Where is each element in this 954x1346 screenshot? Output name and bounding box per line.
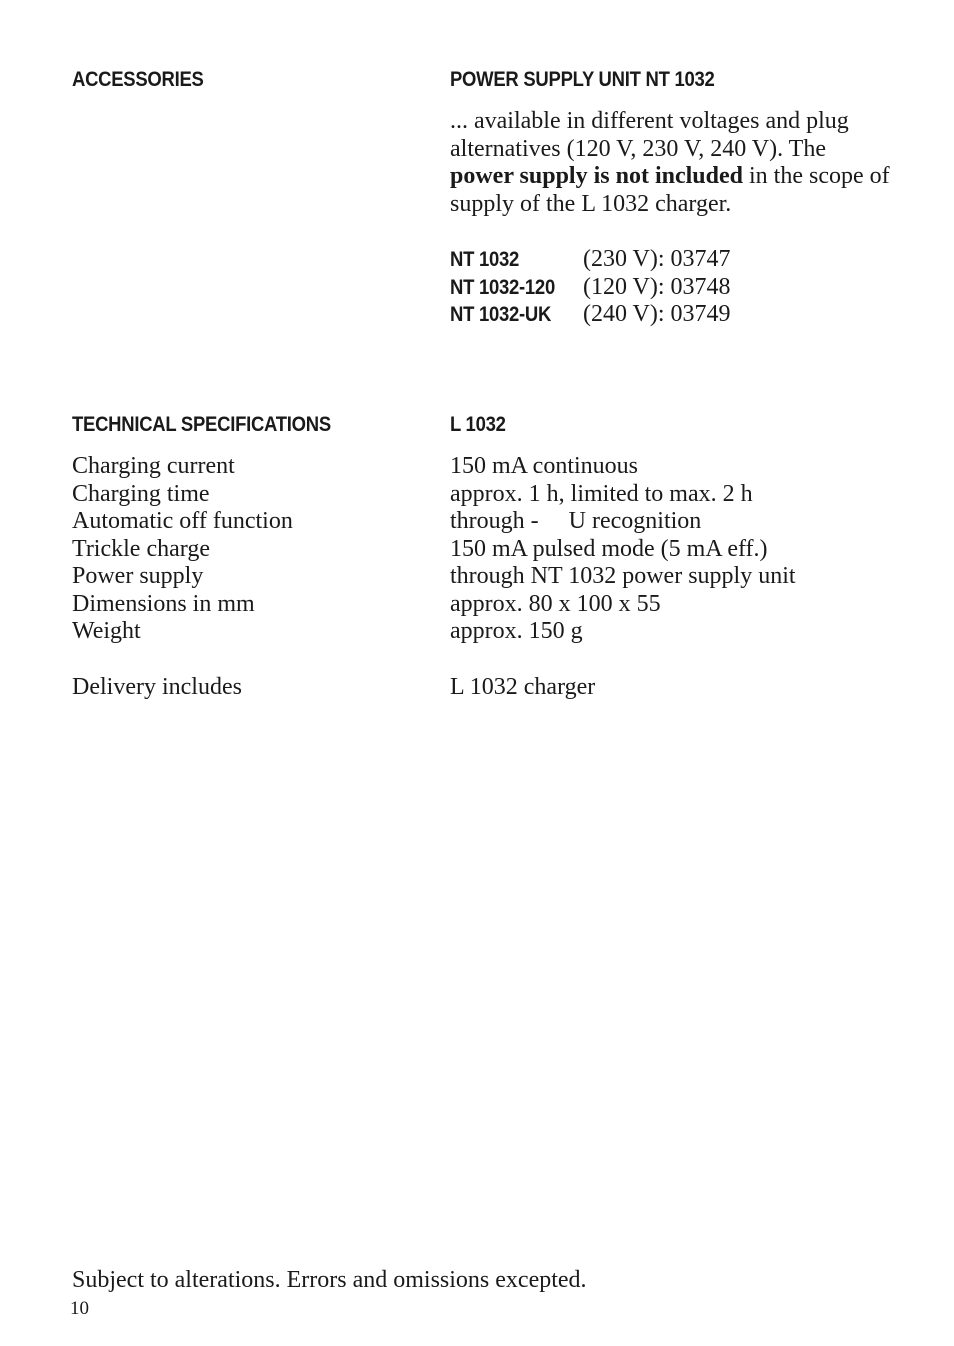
spec-spacer xyxy=(72,646,796,674)
spec-label: Weight xyxy=(72,618,141,644)
accessories-heading: ACCESSORIES xyxy=(72,68,204,91)
technical-specifications-heading: TECHNICAL SPECIFICATIONS xyxy=(72,413,331,436)
model-list xyxy=(450,246,731,329)
spec-label: Trickle charge xyxy=(72,535,210,562)
spec-table xyxy=(72,453,796,701)
power-supply-description xyxy=(450,108,890,218)
model-row xyxy=(450,274,731,302)
power-supply-heading: POWER SUPPLY UNIT NT 1032 xyxy=(450,68,715,91)
description-text-1: ... available in different voltages and plug alternatives (120 V, 230 V, 240 V). The xyxy=(450,108,849,162)
spec-value: through NT 1032 power supply unit xyxy=(450,563,796,589)
model-row xyxy=(450,246,731,274)
spec-value: 150 mA continuous xyxy=(450,453,639,479)
spec-row xyxy=(72,453,796,481)
model-value: (120 V): 03748 xyxy=(583,273,731,300)
spec-row xyxy=(72,563,796,591)
spec-row xyxy=(72,618,796,646)
model-value: (230 V): 03747 xyxy=(583,246,731,272)
delivery-label: Delivery includes xyxy=(72,673,242,700)
charger-model-heading: L 1032 xyxy=(450,413,506,436)
spec-value: 150 mA pulsed mode (5 mA eff.) xyxy=(450,535,768,562)
spec-row xyxy=(72,481,796,509)
spec-value: through - U recognition xyxy=(450,508,702,534)
delivery-row xyxy=(72,674,796,702)
page-number: 10 xyxy=(70,1298,89,1319)
delivery-value: L 1032 charger xyxy=(450,673,596,700)
description-text-2: in the scope of supply of the L 1032 charger. xyxy=(450,163,890,217)
model-name: NT 1032-120 xyxy=(450,275,555,299)
spec-value: approx. 1 h, limited to max. 2 h xyxy=(450,480,753,507)
model-row xyxy=(450,301,731,329)
spec-label: Automatic off function xyxy=(72,508,293,534)
spec-row xyxy=(72,536,796,564)
model-name: NT 1032 xyxy=(450,248,520,271)
model-name: NT 1032-UK xyxy=(450,303,552,326)
spec-value: approx. 150 g xyxy=(450,618,583,644)
model-value: (240 V): 03749 xyxy=(583,301,731,327)
spec-value: approx. 80 x 100 x 55 xyxy=(450,590,661,617)
disclaimer-note: Subject to alterations. Errors and omissions excepted. xyxy=(72,1267,587,1293)
spec-row xyxy=(72,508,796,536)
spec-label: Dimensions in mm xyxy=(72,590,255,617)
spec-row xyxy=(72,591,796,619)
spec-label: Charging time xyxy=(72,480,210,507)
spec-label: Power supply xyxy=(72,563,204,589)
spec-label: Charging current xyxy=(72,453,235,479)
description-bold-text: power supply is not included xyxy=(450,163,743,189)
